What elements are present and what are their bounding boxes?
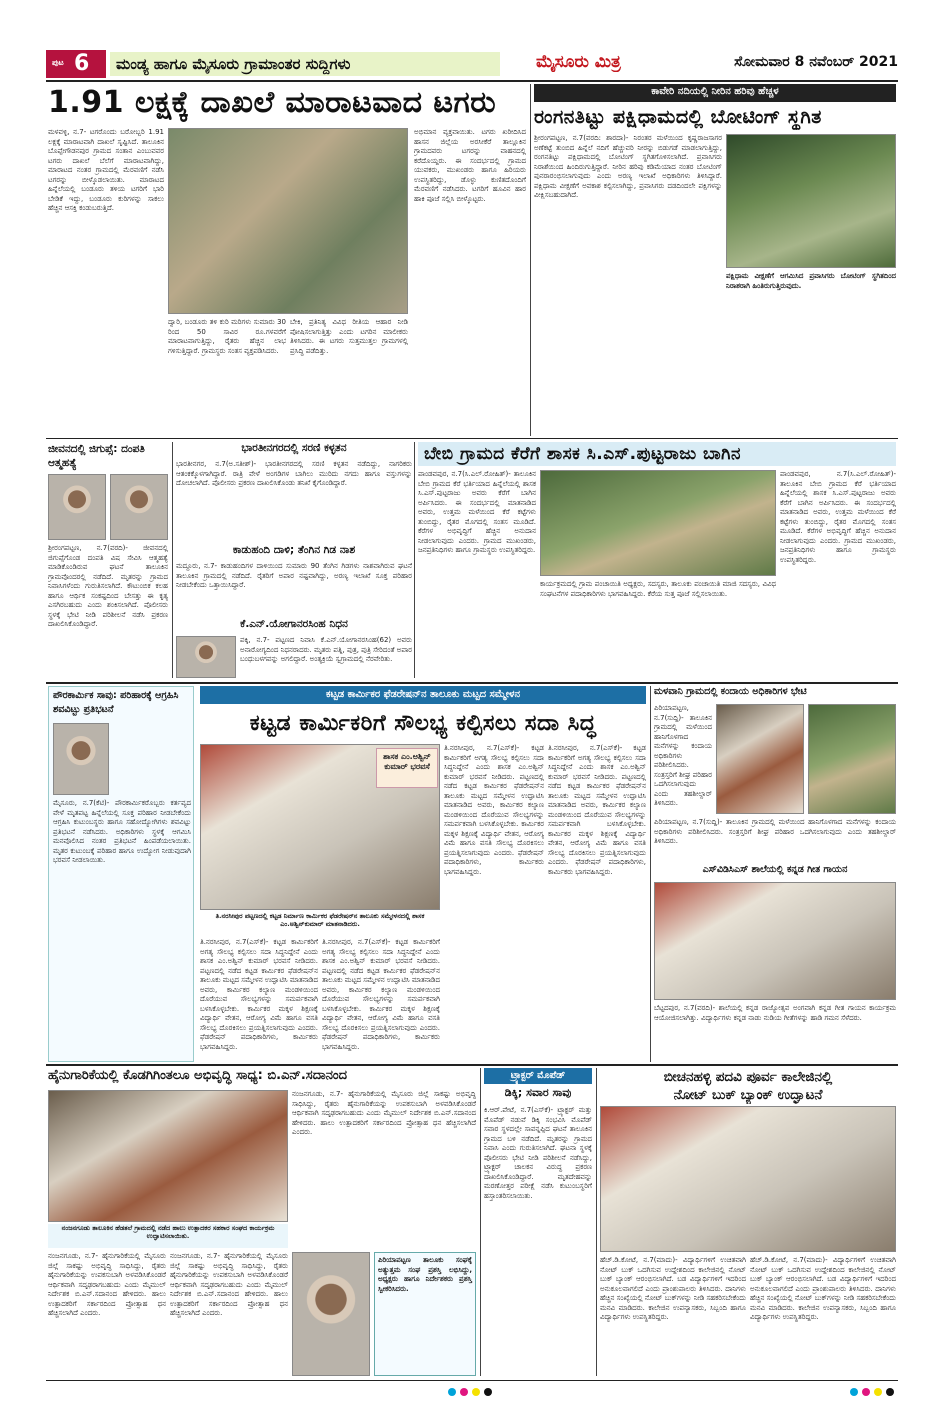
column-rule-6 [596, 1068, 597, 1376]
story7-body-c: ಪಾಂಡವಪುರ, ನ.7(ಸಿ.ಎಲ್.ರೋಹಿತ್)- ತಾಲೂಕಿನ ಬೇಬಿ ಗ್ರಾಮದ ಕೆರೆ ಭರ್ತಿಯಾದ ಹಿನ್ನೆಲೆಯಲ್ಲಿ ಶಾಸಕ ಸಿ.ಎಸ್.ಪುಟ್ಟರಾಜು ಅವರು ಕೆರೆಗೆ ಬಾಗಿನ ಅರ್ಪಿಸಿದರು. ಈ ಸಂದರ್ಭದಲ್ಲಿ ಮಾತನಾಡಿದ ಅವರು, ಉತ್ತಮ ಮಳೆಯಿಂದ ಕೆರೆ ಕಟ್ಟೆಗಳು ತುಂಬಿದ್ದು, ರೈತರ ಮೊಗದಲ್ಲಿ ಸಂತಸ ಮೂಡಿದೆ. ಕೆರೆಗಳ ಅಭಿವೃದ್ಧಿಗೆ ಹೆಚ್ಚಿನ ಅನುದಾನ ನೀಡಲಾಗುವುದು ಎಂದರು. ಗ್ರಾಮದ ಮುಖಂಡರು, ಜನಪ್ರತಿನಿಧಿಗಳು ಹಾಗೂ ಗ್ರಾಮಸ್ಥರು ಉಪಸ್ಥಿತರಿದ್ದರು. [780, 470, 896, 564]
story2-photo [726, 134, 896, 268]
story12-body-b: ನಂಜನಗೂಡು, ನ.7- ಹೈನುಗಾರಿಕೆಯಲ್ಲಿ ಮೈಸೂರು ಜಿಲ್ಲೆ ಸಾಕಷ್ಟು ಅಭಿವೃದ್ಧಿ ಸಾಧಿಸಿದ್ದು, ರೈತರು ಹೈನುಗಾರಿಕೆಯನ್ನು ಉಪಕಸುಬಾಗಿ ಅಳವಡಿಸಿಕೊಂಡರೆ ಆರ್ಥಿಕವಾಗಿ ಸದೃಢರಾಗಬಹುದು ಎಂದು ಮೈಮುಲ್ ನಿರ್ದೇಶಕ ಬಿ.ಎನ್.ಸದಾನಂದ ಹೇಳಿದರು. ಹಾಲು ಉತ್ಪಾದಕರಿಗೆ ಸರ್ಕಾರದಿಂದ ಪ್ರೋತ್ಸಾಹ ಧನ ಹೆಚ್ಚಿಸಲಾಗಿದೆ ಎಂದರು. [170, 1252, 288, 1317]
story2-body: ಶ್ರೀರಂಗಪಟ್ಟಣ, ನ.7(ವರದಿ: ಶಾರದಾ)- ನಿರಂತರ ಮಳೆಯಿಂದ ಕೃಷ್ಣರಾಜಸಾಗರ ಅಣೆಕಟ್ಟೆ ತುಂಬಿದ ಹಿನ್ನೆಲೆ ನದಿಗೆ ಹೆಚ್ಚುವರಿ ನೀರನ್ನು ಬಿಡುಗಡೆ ಮಾಡಲಾಗುತ್ತಿದ್ದು, ರಂಗನತಿಟ್ಟು ಪಕ್ಷಿಧಾಮದಲ್ಲಿ ಬೋಟಿಂಗ್ ಸ್ಥಗಿತಗೊಳಿಸಲಾಗಿದೆ. ಪ್ರವಾಸಿಗರು ನಿರಾಶೆಯಿಂದ ಹಿಂದಿರುಗುತ್ತಿದ್ದಾರೆ. ನೀರಿನ ಹರಿವು ಕಡಿಮೆಯಾದ ನಂತರ ಬೋಟಿಂಗ್ ಪುನರಾರಂಭಿಸಲಾಗುವುದು ಎಂದು ಅರಣ್ಯ ಇಲಾಖೆ ಅಧಿಕಾರಿಗಳು ತಿಳಿಸಿದ್ದಾರೆ. ಪಕ್ಷಿಧಾಮ ವೀಕ್ಷಣೆಗೆ ಅವಕಾಶ ಕಲ್ಪಿಸಲಾಗಿದ್ದು, ಪ್ರವಾಸಿಗರು ದಡದಿಂದಲೇ ಪಕ್ಷಿಗಳನ್ನು ವೀಕ್ಷಿಸಬಹುದಾಗಿದೆ. [534, 134, 722, 199]
story14-headline-line1: ಬೀಚನಹಳ್ಳಿ ಪದವಿ ಪೂರ್ವ ಕಾಲೇಜಿನಲ್ಲಿ [663, 1069, 833, 1085]
story6-photo [176, 636, 236, 678]
registration-mark-cyan-right [850, 1388, 858, 1396]
story14-headline [600, 1068, 896, 1104]
story1-body-d: ಬೇಕಿ, ಪ್ರತಿನಿತ್ಯ ವಿವಿಧ ರೀತಿಯ ಆಹಾರ ನೀಡಿ ಪೋಷಿಸಲಾಗುತ್ತಿತ್ತು ಎಂದು ಟಗರಿನ ಮಾಲೀಕರು ತಿಳಿಸಿದರು. ಈ ಟಗರು ಸುತ್ತಮುತ್ತಲ ಗ್ರಾಮಗಳಲ್ಲಿ ಪ್ರಸಿದ್ಧಿ ಪಡೆದಿತ್ತು. [290, 318, 408, 355]
issue-date: ಸೋಮವಾರ 8 ನವೆಂಬರ್ 2021 [734, 54, 898, 70]
story9-headline: ಕಟ್ಟಡ ಕಾರ್ಮಿಕರಿಗೆ ಸೌಲಭ್ಯ ಕಲ್ಪಿಸಲು ಸದಾ ಸಿದ್ಧ [249, 711, 597, 736]
story6-headline: ಕೆ.ಎನ್.ಯೋಗಾನರಸಿಂಹ ನಿಧನ [240, 618, 348, 630]
story1-headline: 1.91 ಲಕ್ಷಕ್ಕೆ ದಾಖಲೆ ಮಾರಾಟವಾದ ಟಗರು [48, 85, 497, 120]
story8-body: ಮೈಸೂರು, ನ.7(ಕೆಟಿ)- ಪೌರಕಾರ್ಮಿಕರೊಬ್ಬರು ಕರ್ತವ್ಯದ ವೇಳೆ ಮೃತಪಟ್ಟ ಹಿನ್ನೆಲೆಯಲ್ಲಿ ಸೂಕ್ತ ಪರಿಹಾರ ನೀಡಬೇಕೆಂದು ಆಗ್ರಹಿಸಿ ಕುಟುಂಬಸ್ಥರು ಹಾಗೂ ಸಹೋದ್ಯೋಗಿಗಳು ಶವವಿಟ್ಟು ಪ್ರತಿಭಟನೆ ನಡೆಸಿದರು. ಅಧಿಕಾರಿಗಳು ಸ್ಥಳಕ್ಕೆ ಆಗಮಿಸಿ ಮನವೊಲಿಸಿದ ನಂತರ ಪ್ರತಿಭಟನೆ ಹಿಂಪಡೆಯಲಾಯಿತು. ಮೃತರ ಕುಟುಂಬಕ್ಕೆ ಪರಿಹಾರ ಹಾಗೂ ಉದ್ಯೋಗ ನೀಡುವುದಾಗಿ ಭರವಸೆ ನೀಡಲಾಯಿತು. [53, 799, 191, 864]
page-number-box [46, 50, 106, 78]
column-rule-2 [172, 442, 173, 678]
registration-mark-yellow [472, 1388, 480, 1396]
story7-photo [540, 470, 776, 576]
story4-headline: ಭಾರತೀನಗರದಲ್ಲಿ ಸರಣಿ ಕಳ್ಳತನ [241, 442, 347, 454]
story12-box [374, 1252, 476, 1376]
story1-photo [168, 128, 408, 314]
registration-mark-black-right [886, 1388, 894, 1396]
column-rule-4 [650, 686, 651, 1062]
section-rule-3 [46, 1064, 898, 1066]
story9-body-d: ತಿ.ನರಸೀಪುರ, ನ.7(ಎಸ್‌ಕೆ)- ಕಟ್ಟಡ ಕಾರ್ಮಿಕರಿಗೆ ಅಗತ್ಯ ಸೌಲಭ್ಯ ಕಲ್ಪಿಸಲು ಸದಾ ಸಿದ್ಧನಿದ್ದೇನೆ ಎಂದು ಶಾಸಕ ಎಂ.ಅಶ್ವಿನ್ ಕುಮಾರ್ ಭರವಸೆ ನೀಡಿದರು. ಪಟ್ಟಣದಲ್ಲಿ ನಡೆದ ಕಟ್ಟಡ ಕಾರ್ಮಿಕರ ಫೆಡರೇಷನ್‌ನ ತಾಲೂಕು ಮಟ್ಟದ ಸಮ್ಮೇಳನ ಉದ್ಘಾಟಿಸಿ ಮಾತನಾಡಿದ ಅವರು, ಕಾರ್ಮಿಕರ ಕಲ್ಯಾಣ ಮಂಡಳಿಯಿಂದ ದೊರೆಯುವ ಸೌಲಭ್ಯಗಳನ್ನು ಸಮರ್ಪಕವಾಗಿ ಬಳಸಿಕೊಳ್ಳಬೇಕು. ಕಾರ್ಮಿಕರ ಮಕ್ಕಳ ಶಿಕ್ಷಣಕ್ಕೆ ವಿದ್ಯಾರ್ಥಿ ವೇತನ, ಆರೋಗ್ಯ ವಿಮೆ ಹಾಗೂ ವಸತಿ ಸೌಲಭ್ಯ ದೊರಕಿಸಲು ಪ್ರಯತ್ನಿಸಲಾಗುವುದು ಎಂದರು. ಫೆಡರೇಷನ್ ಪದಾಧಿಕಾರಿಗಳು, ಕಾರ್ಮಿಕರು ಭಾಗವಹಿಸಿದ್ದರು. [548, 744, 646, 876]
story3-body: ಶ್ರೀರಂಗಪಟ್ಟಣ, ನ.7(ವರದಿ)- ಜೀವನದಲ್ಲಿ ಜಿಗುಪ್ಸೆಗೊಂಡ ದಂಪತಿ ವಿಷ ಸೇವಿಸಿ ಆತ್ಮಹತ್ಯೆ ಮಾಡಿಕೊಂಡಿರುವ ಘಟನೆ ತಾಲೂಕಿನ ಗ್ರಾಮವೊಂದರಲ್ಲಿ ನಡೆದಿದೆ. ಮೃತರನ್ನು ಗ್ರಾಮದ ನಿವಾಸಿಗಳೆಂದು ಗುರುತಿಸಲಾಗಿದೆ. ಕೌಟುಂಬಿಕ ಕಲಹ ಹಾಗೂ ಆರ್ಥಿಕ ಸಂಕಷ್ಟದಿಂದ ಬೇಸತ್ತು ಈ ಕೃತ್ಯ ಎಸಗಿರಬಹುದು ಎಂದು ಶಂಕಿಸಲಾಗಿದೆ. ಪೊಲೀಸರು ಸ್ಥಳಕ್ಕೆ ಭೇಟಿ ನೀಡಿ ಪರಿಶೀಲನೆ ನಡೆಸಿ ಪ್ರಕರಣ ದಾಖಲಿಸಿಕೊಂಡಿದ್ದಾರೆ. [48, 544, 168, 628]
section-rule-2 [46, 682, 898, 684]
story1-body-a: ಮಳವಳ್ಳಿ, ನ.7- ಟಗರೊಂದು ಬರೋಬ್ಬರಿ 1.91 ಲಕ್ಷಕ್ಕೆ ಮಾರಾಟವಾಗಿ ದಾಖಲೆ ಸೃಷ್ಟಿಸಿದೆ. ತಾಲೂಕಿನ ಬೊಪ್ಪೇಗೌಡನಪುರ ಗ್ರಾಮದ ಸಂತಾನ ಎಂಬುವವರ ಟಗರು ದಾಖಲೆ ಬೆಲೆಗೆ ಮಾರಾಟವಾಗಿದ್ದು, ಮಾರಾಟದ ನಂತರ ಗ್ರಾಮದಲ್ಲಿ ಮೆರವಣಿಗೆ ನಡೆಸಿ ಟಗರನ್ನು ಬೀಳ್ಕೊಡಲಾಯಿತು. ಮಾರಾಟದ ಹಿನ್ನೆಲೆಯಲ್ಲಿ ಬಂಡೂರು ತಳಿಯ ಟಗರಿಗೆ ಭಾರಿ ಬೇಡಿಕೆ ಇದ್ದು, ಬಂಡೂರು ಕುರಿಗಳನ್ನು ಸಾಕಲು ಹೆಚ್ಚಿನ ಆಸಕ್ತಿ ಕಂಡುಬರುತ್ತಿದೆ. [48, 128, 164, 212]
story9-body-b: ತಿ.ನರಸೀಪುರ, ನ.7(ಎಸ್‌ಕೆ)- ಕಟ್ಟಡ ಕಾರ್ಮಿಕರಿಗೆ ಅಗತ್ಯ ಸೌಲಭ್ಯ ಕಲ್ಪಿಸಲು ಸದಾ ಸಿದ್ಧನಿದ್ದೇನೆ ಎಂದು ಶಾಸಕ ಎಂ.ಅಶ್ವಿನ್ ಕುಮಾರ್ ಭರವಸೆ ನೀಡಿದರು. ಪಟ್ಟಣದಲ್ಲಿ ನಡೆದ ಕಟ್ಟಡ ಕಾರ್ಮಿಕರ ಫೆಡರೇಷನ್‌ನ ತಾಲೂಕು ಮಟ್ಟದ ಸಮ್ಮೇಳನ ಉದ್ಘಾಟಿಸಿ ಮಾತನಾಡಿದ ಅವರು, ಕಾರ್ಮಿಕರ ಕಲ್ಯಾಣ ಮಂಡಳಿಯಿಂದ ದೊರೆಯುವ ಸೌಲಭ್ಯಗಳನ್ನು ಸಮರ್ಪಕವಾಗಿ ಬಳಸಿಕೊಳ್ಳಬೇಕು. ಕಾರ್ಮಿಕರ ಮಕ್ಕಳ ಶಿಕ್ಷಣಕ್ಕೆ ವಿದ್ಯಾರ್ಥಿ ವೇತನ, ಆರೋಗ್ಯ ವಿಮೆ ಹಾಗೂ ವಸತಿ ಸೌಲಭ್ಯ ದೊರಕಿಸಲು ಪ್ರಯತ್ನಿಸಲಾಗುವುದು ಎಂದರು. ಫೆಡರೇಷನ್ ಪದಾಧಿಕಾರಿಗಳು, ಕಾರ್ಮಿಕರು ಭಾಗವಹಿಸಿದ್ದರು. [322, 938, 440, 1051]
registration-mark-magenta-right [862, 1388, 870, 1396]
page-number: 6 [74, 51, 90, 76]
story9-body-c: ತಿ.ನರಸೀಪುರ, ನ.7(ಎಸ್‌ಕೆ)- ಕಟ್ಟಡ ಕಾರ್ಮಿಕರಿಗೆ ಅಗತ್ಯ ಸೌಲಭ್ಯ ಕಲ್ಪಿಸಲು ಸದಾ ಸಿದ್ಧನಿದ್ದೇನೆ ಎಂದು ಶಾಸಕ ಎಂ.ಅಶ್ವಿನ್ ಕುಮಾರ್ ಭರವಸೆ ನೀಡಿದರು. ಪಟ್ಟಣದಲ್ಲಿ ನಡೆದ ಕಟ್ಟಡ ಕಾರ್ಮಿಕರ ಫೆಡರೇಷನ್‌ನ ತಾಲೂಕು ಮಟ್ಟದ ಸಮ್ಮೇಳನ ಉದ್ಘಾಟಿಸಿ ಮಾತನಾಡಿದ ಅವರು, ಕಾರ್ಮಿಕರ ಕಲ್ಯಾಣ ಮಂಡಳಿಯಿಂದ ದೊರೆಯುವ ಸೌಲಭ್ಯಗಳನ್ನು ಸಮರ್ಪಕವಾಗಿ ಬಳಸಿಕೊಳ್ಳಬೇಕು. ಕಾರ್ಮಿಕರ ಮಕ್ಕಳ ಶಿಕ್ಷಣಕ್ಕೆ ವಿದ್ಯಾರ್ಥಿ ವೇತನ, ಆರೋಗ್ಯ ವಿಮೆ ಹಾಗೂ ವಸತಿ ಸೌಲಭ್ಯ ದೊರಕಿಸಲು ಪ್ರಯತ್ನಿಸಲಾಗುವುದು ಎಂದರು. ಫೆಡರೇಷನ್ ಪದಾಧಿಕಾರಿಗಳು, ಕಾರ್ಮಿಕರು ಭಾಗವಹಿಸಿದ್ದರು. [444, 744, 544, 876]
story6-body: ಪಕ್ಕಿ, ನ.7- ಪಟ್ಟಣದ ನಿವಾಸಿ ಕೆ.ಎನ್.ಯೋಗಾನರಸಿಂಹ(62) ಅವರು ಅನಾರೋಗ್ಯದಿಂದ ನಿಧನರಾದರು. ಮೃತರು ಪತ್ನಿ, ಪುತ್ರ, ಪುತ್ರಿ ಸೇರಿದಂತೆ ಅಪಾರ ಬಂಧುಬಳಗವನ್ನು ಅಗಲಿದ್ದಾರೆ. ಅಂತ್ಯಕ್ರಿಯೆ ಸ್ವಗ್ರಾಮದಲ್ಲಿ ನೆರವೇರಿತು. [240, 636, 412, 663]
column-rule-3 [414, 442, 415, 678]
story2-kicker: ಕಾವೇರಿ ನದಿಯಲ್ಲಿ ನೀರಿನ ಹರಿವು ಹೆಚ್ಚಳ [534, 84, 896, 102]
story14-headline-line2: ನೋಟ್ ಬುಕ್ ಬ್ಯಾಂಕ್ ಉದ್ಘಾಟನೆ [673, 1087, 823, 1103]
story7-body: ಪಾಂಡವಪುರ, ನ.7(ಸಿ.ಎಲ್.ರೋಹಿತ್)- ತಾಲೂಕಿನ ಬೇಬಿ ಗ್ರಾಮದ ಕೆರೆ ಭರ್ತಿಯಾದ ಹಿನ್ನೆಲೆಯಲ್ಲಿ ಶಾಸಕ ಸಿ.ಎಸ್.ಪುಟ್ಟರಾಜು ಅವರು ಕೆರೆಗೆ ಬಾಗಿನ ಅರ್ಪಿಸಿದರು. ಈ ಸಂದರ್ಭದಲ್ಲಿ ಮಾತನಾಡಿದ ಅವರು, ಉತ್ತಮ ಮಳೆಯಿಂದ ಕೆರೆ ಕಟ್ಟೆಗಳು ತುಂಬಿದ್ದು, ರೈತರ ಮೊಗದಲ್ಲಿ ಸಂತಸ ಮೂಡಿದೆ. ಕೆರೆಗಳ ಅಭಿವೃದ್ಧಿಗೆ ಹೆಚ್ಚಿನ ಅನುದಾನ ನೀಡಲಾಗುವುದು ಎಂದರು. ಗ್ರಾಮದ ಮುಖಂಡರು, ಜನಪ್ರತಿನಿಧಿಗಳು ಹಾಗೂ ಗ್ರಾಮಸ್ಥರು ಉಪಸ್ಥಿತರಿದ್ದರು. [418, 470, 536, 554]
story8-photo [53, 723, 109, 795]
story10-headline: ಮಳವಾನಿ ಗ್ರಾಮದಲ್ಲಿ ಕಂದಾಯ ಅಧಿಕಾರಿಗಳ ಭೇಟಿ [654, 686, 807, 697]
story12-body-c: ನಂಜನಗೂಡು, ನ.7- ಹೈನುಗಾರಿಕೆಯಲ್ಲಿ ಮೈಸೂರು ಜಿಲ್ಲೆ ಸಾಕಷ್ಟು ಅಭಿವೃದ್ಧಿ ಸಾಧಿಸಿದ್ದು, ರೈತರು ಹೈನುಗಾರಿಕೆಯನ್ನು ಉಪಕಸುಬಾಗಿ ಅಳವಡಿಸಿಕೊಂಡರೆ ಆರ್ಥಿಕವಾಗಿ ಸದೃಢರಾಗಬಹುದು ಎಂದು ಮೈಮುಲ್ ನಿರ್ದೇಶಕ ಬಿ.ಎನ್.ಸದಾನಂದ ಹೇಳಿದರು. ಹಾಲು ಉತ್ಪಾದಕರಿಗೆ ಸರ್ಕಾರದಿಂದ ಪ್ರೋತ್ಸಾಹ ಧನ ಹೆಚ್ಚಿಸಲಾಗಿದೆ ಎಂದರು. [292, 1090, 476, 1136]
story2-headline: ರಂಗನತಿಟ್ಟು ಪಕ್ಷಿಧಾಮದಲ್ಲಿ ಬೋಟಿಂಗ್ ಸ್ಥಗಿತ [534, 106, 822, 128]
page-label: ಪುಟ [52, 58, 64, 67]
story9-body-a: ತಿ.ನರಸೀಪುರ, ನ.7(ಎಸ್‌ಕೆ)- ಕಟ್ಟಡ ಕಾರ್ಮಿಕರಿಗೆ ಅಗತ್ಯ ಸೌಲಭ್ಯ ಕಲ್ಪಿಸಲು ಸದಾ ಸಿದ್ಧನಿದ್ದೇನೆ ಎಂದು ಶಾಸಕ ಎಂ.ಅಶ್ವಿನ್ ಕುಮಾರ್ ಭರವಸೆ ನೀಡಿದರು. ಪಟ್ಟಣದಲ್ಲಿ ನಡೆದ ಕಟ್ಟಡ ಕಾರ್ಮಿಕರ ಫೆಡರೇಷನ್‌ನ ತಾಲೂಕು ಮಟ್ಟದ ಸಮ್ಮೇಳನ ಉದ್ಘಾಟಿಸಿ ಮಾತನಾಡಿದ ಅವರು, ಕಾರ್ಮಿಕರ ಕಲ್ಯಾಣ ಮಂಡಳಿಯಿಂದ ದೊರೆಯುವ ಸೌಲಭ್ಯಗಳನ್ನು ಸಮರ್ಪಕವಾಗಿ ಬಳಸಿಕೊಳ್ಳಬೇಕು. ಕಾರ್ಮಿಕರ ಮಕ್ಕಳ ಶಿಕ್ಷಣಕ್ಕೆ ವಿದ್ಯಾರ್ಥಿ ವೇತನ, ಆರೋಗ್ಯ ವಿಮೆ ಹಾಗೂ ವಸತಿ ಸೌಲಭ್ಯ ದೊರಕಿಸಲು ಪ್ರಯತ್ನಿಸಲಾಗುವುದು ಎಂದರು. ಫೆಡರೇಷನ್ ಪದಾಧಿಕಾರಿಗಳು, ಕಾರ್ಮಿಕರು ಭಾಗವಹಿಸಿದ್ದರು. [200, 938, 318, 1051]
registration-mark-cyan [448, 1388, 456, 1396]
registration-mark-magenta [460, 1388, 468, 1396]
story9-kicker: ಕಟ್ಟಡ ಕಾರ್ಮಿಕರ ಫೆಡರೇಷನ್‌ನ ತಾಲೂಕು ಮಟ್ಟದ ಸಮ್ಮೇಳನ [200, 686, 646, 704]
section-title: ಮಂಡ್ಯ ಹಾಗೂ ಮೈಸೂರು ಗ್ರಾಮಾಂತರ ಸುದ್ದಿಗಳು [110, 52, 500, 76]
story9-caption: ತಿ.ನರಸೀಪುರ ಪಟ್ಟಣದಲ್ಲಿ ಕಟ್ಟಡ ನಿರ್ಮಾಣ ಕಾರ್ಮಿಕರ ಫೆಡರೇಷನ್‌ನ ತಾಲೂಕು ಸಮ್ಮೇಳನದಲ್ಲಿ ಶಾಸಕ ಎಂ.ಅಶ್ವಿನ್‌ಕುಮಾರ್ ಮಾತನಾಡಿದರು. [215, 912, 425, 928]
column-rule-5 [480, 1068, 481, 1376]
story3-photo-right [110, 474, 168, 540]
story13-body: ಕಿ.ಆರ್.ಪೇಟೆ, ನ.7(ಎಸ್‌ಕೆ)- ಟ್ರ್ಯಾಕ್ಟರ್ ಮತ್ತು ಮೊಪೆಡ್ ನಡುವೆ ಡಿಕ್ಕಿ ಸಂಭವಿಸಿ ಮೊಪೆಡ್ ಸವಾರ ಸ್ಥಳದಲ್ಲೇ ಸಾವನ್ನಪ್ಪಿದ ಘಟನೆ ತಾಲೂಕಿನ ಗ್ರಾಮದ ಬಳಿ ನಡೆದಿದೆ. ಮೃತರನ್ನು ಗ್ರಾಮದ ನಿವಾಸಿ ಎಂದು ಗುರುತಿಸಲಾಗಿದೆ. ಘಟನಾ ಸ್ಥಳಕ್ಕೆ ಪೊಲೀಸರು ಭೇಟಿ ನೀಡಿ ಪರಿಶೀಲನೆ ನಡೆಸಿದ್ದು, ಟ್ರ್ಯಾಕ್ಟರ್ ಚಾಲಕನ ವಿರುದ್ಧ ಪ್ರಕರಣ ದಾಖಲಿಸಿಕೊಂಡಿದ್ದಾರೆ. ಮೃತದೇಹವನ್ನು ಮರಣೋತ್ತರ ಪರೀಕ್ಷೆ ನಡೆಸಿ ಕುಟುಂಬಸ್ಥರಿಗೆ ಹಸ್ತಾಂತರಿಸಲಾಯಿತು. [484, 1106, 592, 1200]
story12-caption: ನಂಜನಗೂಡು ತಾಲೂಕಿನ ಹೆಡತಲೆ ಗ್ರಾಮದಲ್ಲಿ ನಡೆದ ಹಾಲು ಉತ್ಪಾದಕರ ಸಹಕಾರ ಸಂಘದ ಕಾರ್ಯಕ್ರಮ ಉದ್ಘಾಟಿಸಲಾಯಿತು. [48, 1224, 288, 1248]
story12-photo [48, 1090, 288, 1222]
story12-body: ನಂಜನಗೂಡು, ನ.7- ಹೈನುಗಾರಿಕೆಯಲ್ಲಿ ಮೈಸೂರು ಜಿಲ್ಲೆ ಸಾಕಷ್ಟು ಅಭಿವೃದ್ಧಿ ಸಾಧಿಸಿದ್ದು, ರೈತರು ಹೈನುಗಾರಿಕೆಯನ್ನು ಉಪಕಸುಬಾಗಿ ಅಳವಡಿಸಿಕೊಂಡರೆ ಆರ್ಥಿಕವಾಗಿ ಸದೃಢರಾಗಬಹುದು ಎಂದು ಮೈಮುಲ್ ನಿರ್ದೇಶಕ ಬಿ.ಎನ್.ಸದಾನಂದ ಹೇಳಿದರು. ಹಾಲು ಉತ್ಪಾದಕರಿಗೆ ಸರ್ಕಾರದಿಂದ ಪ್ರೋತ್ಸಾಹ ಧನ ಹೆಚ್ಚಿಸಲಾಗಿದೆ ಎಂದರು. [48, 1252, 166, 1317]
story7-headline: ಬೇಬಿ ಗ್ರಾಮದ ಕೆರೆಗೆ ಶಾಸಕ ಸಿ.ಎಸ್.ಪುಟ್ಟರಾಜು ಬಾಗಿನ [418, 442, 896, 466]
story3-headline: ಜೀವನದಲ್ಲಿ ಜಿಗುಪ್ಸೆ: ದಂಪತಿ ಆತ್ಮಹತ್ಯೆ [48, 443, 145, 469]
story5-body: ಮದ್ದೂರು, ನ.7- ಕಾಡುಹಂದಿಗಳ ದಾಳಿಯಿಂದ ಸುಮಾರು 90 ತೆಂಗಿನ ಗಿಡಗಳು ನಾಶವಾಗಿರುವ ಘಟನೆ ತಾಲೂಕಿನ ಗ್ರಾಮದಲ್ಲಿ ನಡೆದಿದೆ. ರೈತರಿಗೆ ಅಪಾರ ನಷ್ಟವಾಗಿದ್ದು, ಅರಣ್ಯ ಇಲಾಖೆ ಸೂಕ್ತ ಪರಿಹಾರ ನೀಡಬೇಕೆಂದು ಒತ್ತಾಯಿಸಿದ್ದಾರೆ. [176, 562, 412, 589]
section-rule-1 [46, 438, 898, 439]
story1-body-c: ದ್ವಾರಿ, ಬಂಡೂರು ತಳಿ ಕುರಿ ಮರಿಗಳು ಸುಮಾರು 30 ರಿಂದ 50 ಸಾವಿರ ರೂ.ಗಳವರೆಗೆ ಮಾರಾಟವಾಗುತ್ತಿದ್ದು, ರೈತರು ಹೆಚ್ಚಿನ ಲಾಭ ಗಳಿಸುತ್ತಿದ್ದಾರೆ. ಗ್ರಾಮಸ್ಥರು ಸಂತಸ ವ್ಯಕ್ತಪಡಿಸಿದರು. [168, 318, 286, 355]
story10-photo-right [808, 704, 896, 814]
story12-headline: ಹೈನುಗಾರಿಕೆಯಲ್ಲಿ ಕೊಡಗಿಗಿಂತಲೂ ಅಭಿವೃದ್ಧಿ ಸಾಧ್ಯ: ಬಿ.ಎನ್.ಸದಾನಂದ [48, 1068, 348, 1083]
story13-headline: ಡಿಕ್ಕಿ; ಸವಾರ ಸಾವು [504, 1086, 572, 1099]
story4-body: ಭಾರತೀನಗರ, ನ.7(ಅ.ಸತೀಶ್)- ಭಾರತೀನಗರದಲ್ಲಿ ಸರಣಿ ಕಳ್ಳತನ ನಡೆದಿದ್ದು, ನಾಗರಿಕರು ಆತಂಕಕ್ಕೊಳಗಾಗಿದ್ದಾರೆ. ರಾತ್ರಿ ವೇಳೆ ಅಂಗಡಿಗಳ ಬಾಗಿಲು ಮುರಿದು ನಗದು ಹಾಗೂ ವಸ್ತುಗಳನ್ನು ದೋಚಲಾಗಿದೆ. ಪೊಲೀಸರು ಪ್ರಕರಣ ದಾಖಲಿಸಿಕೊಂಡು ತನಿಖೆ ಕೈಗೊಂಡಿದ್ದಾರೆ. [176, 460, 412, 487]
story14-body: ಹೆಚ್.ಡಿ.ಕೋಟೆ, ನ.7(ಮಾದು)- ವಿದ್ಯಾರ್ಥಿಗಳಿಗೆ ಉಚಿತವಾಗಿ ನೋಟ್ ಬುಕ್ ಒದಗಿಸುವ ಉದ್ದೇಶದಿಂದ ಕಾಲೇಜಿನಲ್ಲಿ ನೋಟ್ ಬುಕ್ ಬ್ಯಾಂಕ್ ಆರಂಭಿಸಲಾಗಿದೆ. ಬಡ ವಿದ್ಯಾರ್ಥಿಗಳಿಗೆ ಇದರಿಂದ ಅನುಕೂಲವಾಗಲಿದೆ ಎಂದು ಪ್ರಾಂಶುಪಾಲರು ತಿಳಿಸಿದರು. ದಾನಿಗಳು ಹೆಚ್ಚಿನ ಸಂಖ್ಯೆಯಲ್ಲಿ ನೋಟ್ ಬುಕ್‌ಗಳನ್ನು ನೀಡಿ ಸಹಕರಿಸಬೇಕೆಂದು ಮನವಿ ಮಾಡಿದರು. ಕಾಲೇಜಿನ ಉಪನ್ಯಾಸಕರು, ಸಿಬ್ಬಂದಿ ಹಾಗೂ ವಿದ್ಯಾರ್ಥಿಗಳು ಉಪಸ್ಥಿತರಿದ್ದರು. [600, 1256, 746, 1321]
header-rule [46, 80, 898, 82]
story12-photo-award [292, 1252, 370, 1376]
column-rule-1 [530, 84, 531, 436]
story10-body-b: ಪಿರಿಯಾಪಟ್ಟಣ, ನ.7(ಸುದ್ದಿ)- ತಾಲೂಕಿನ ಗ್ರಾಮದಲ್ಲಿ ಮಳೆಯಿಂದ ಹಾನಿಗೊಳಗಾದ ಮನೆಗಳನ್ನು ಕಂದಾಯ ಅಧಿಕಾರಿಗಳು ಪರಿಶೀಲಿಸಿದರು. ಸಂತ್ರಸ್ತರಿಗೆ ಶೀಘ್ರ ಪರಿಹಾರ ಒದಗಿಸಲಾಗುವುದು ಎಂದು ತಹಶೀಲ್ದಾರ್ ತಿಳಿಸಿದರು. [654, 818, 896, 845]
story5-headline: ಕಾಡುಹಂದಿ ದಾಳಿ; ತೆಂಗಿನ ಗಿಡ ನಾಶ [232, 544, 356, 556]
story8-headline: ಪೌರಕಾರ್ಮಿಕ ಸಾವು: ಪರಿಹಾರಕ್ಕೆ ಆಗ್ರಹಿಸಿ ಶವವಿಟ್ಟು ಪ್ರತಿಭಟನೆ [53, 690, 179, 715]
story7-body-b: ಕಾರ್ಯಕ್ರಮದಲ್ಲಿ ಗ್ರಾಮ ಪಂಚಾಯಿತಿ ಅಧ್ಯಕ್ಷರು, ಸದಸ್ಯರು, ತಾಲೂಕು ಪಂಚಾಯಿತಿ ಮಾಜಿ ಸದಸ್ಯರು, ವಿವಿಧ ಸಂಘಟನೆಗಳ ಪದಾಧಿಕಾರಿಗಳು ಭಾಗವಹಿಸಿದ್ದರು. ಕೆರೆಯ ಸುತ್ತ ಪೂಜೆ ಸಲ್ಲಿಸಲಾಯಿತು. [540, 580, 776, 598]
story11-photo [654, 882, 896, 1000]
story10-body: ಪಿರಿಯಾಪಟ್ಟಣ, ನ.7(ಸುದ್ದಿ)- ತಾಲೂಕಿನ ಗ್ರಾಮದಲ್ಲಿ ಮಳೆಯಿಂದ ಹಾನಿಗೊಳಗಾದ ಮನೆಗಳನ್ನು ಕಂದಾಯ ಅಧಿಕಾರಿಗಳು ಪರಿಶೀಲಿಸಿದರು. ಸಂತ್ರಸ್ತರಿಗೆ ಶೀಘ್ರ ಪರಿಹಾರ ಒದಗಿಸಲಾಗುವುದು ಎಂದು ತಹಶೀಲ್ದಾರ್ ತಿಳಿಸಿದರು. [654, 704, 712, 807]
story9-quote-box [376, 748, 438, 788]
story13-kicker: ಟ್ರ್ಯಾಕ್ಟರ್ ಮೊಪೆಡ್ [484, 1068, 592, 1084]
story14-body-b: ಹೆಚ್.ಡಿ.ಕೋಟೆ, ನ.7(ಮಾದು)- ವಿದ್ಯಾರ್ಥಿಗಳಿಗೆ ಉಚಿತವಾಗಿ ನೋಟ್ ಬುಕ್ ಒದಗಿಸುವ ಉದ್ದೇಶದಿಂದ ಕಾಲೇಜಿನಲ್ಲಿ ನೋಟ್ ಬುಕ್ ಬ್ಯಾಂಕ್ ಆರಂಭಿಸಲಾಗಿದೆ. ಬಡ ವಿದ್ಯಾರ್ಥಿಗಳಿಗೆ ಇದರಿಂದ ಅನುಕೂಲವಾಗಲಿದೆ ಎಂದು ಪ್ರಾಂಶುಪಾಲರು ತಿಳಿಸಿದರು. ದಾನಿಗಳು ಹೆಚ್ಚಿನ ಸಂಖ್ಯೆಯಲ್ಲಿ ನೋಟ್ ಬುಕ್‌ಗಳನ್ನು ನೀಡಿ ಸಹಕರಿಸಬೇಕೆಂದು ಮನವಿ ಮಾಡಿದರು. ಕಾಲೇಜಿನ ಉಪನ್ಯಾಸಕರು, ಸಿಬ್ಬಂದಿ ಹಾಗೂ ವಿದ್ಯಾರ್ಥಿಗಳು ಉಪಸ್ಥಿತರಿದ್ದರು. [750, 1256, 896, 1321]
story1-body-b: ಅಭಿಮಾನ ವ್ಯಕ್ತವಾಯಿತು. ಟಗರು ಖರೀದಿಸಿದ ಹಾಸನ ಜಿಲ್ಲೆಯ ಅರಸೀಕೆರೆ ತಾಲ್ಲೂಕಿನ ಗ್ರಾಮದವರು ಟಗರನ್ನು ವಾಹನದಲ್ಲಿ ಕರೆದೊಯ್ದರು. ಈ ಸಂದರ್ಭದಲ್ಲಿ ಗ್ರಾಮದ ಯುವಕರು, ಮುಖಂಡರು ಹಾಗೂ ಹಿರಿಯರು ಉಪಸ್ಥಿತರಿದ್ದು, ಡೊಳ್ಳು ಕುಣಿತದೊಂದಿಗೆ ಮೆರವಣಿಗೆ ನಡೆಸಿದರು. ಟಗರಿಗೆ ಹೂವಿನ ಹಾರ ಹಾಕಿ ಪೂಜೆ ಸಲ್ಲಿಸಿ ಬೀಳ್ಕೊಟ್ಟರು. [414, 128, 526, 203]
story8-box [48, 686, 194, 1062]
story9-quote-by: ಶಾಸಕ ಎಂ.ಅಶ್ವಿನ್ ಕುಮಾರ್ ಭರವಸೆ [383, 752, 431, 771]
registration-mark-yellow-right [874, 1388, 882, 1396]
story11-headline: ಎಸ್‌ವಿಡಿಸಿಎಸ್ ಶಾಲೆಯಲ್ಲಿ ಕನ್ನಡ ಗೀತ ಗಾಯನ [702, 864, 848, 875]
story11-body: ಬೆಟ್ಟದಪುರ, ನ.7(ವರದಿ)- ಶಾಲೆಯಲ್ಲಿ ಕನ್ನಡ ರಾಜ್ಯೋತ್ಸವ ಅಂಗವಾಗಿ ಕನ್ನಡ ಗೀತ ಗಾಯನ ಕಾರ್ಯಕ್ರಮ ಆಯೋಜಿಸಲಾಗಿತ್ತು. ವಿದ್ಯಾರ್ಥಿಗಳು ಕನ್ನಡ ನಾಡು ನುಡಿಯ ಗೀತೆಗಳನ್ನು ಹಾಡಿ ಗಮನ ಸೆಳೆದರು. [654, 1004, 896, 1022]
story3-photo-left [48, 474, 106, 540]
footer-rule [46, 1380, 898, 1381]
page-header [46, 50, 898, 78]
story14-photo [600, 1106, 896, 1252]
story12-box-text: ಪಿರಿಯಾಪಟ್ಟಣ ತಾಲೂಕು ಸಂಘಕ್ಕೆ ಅತ್ಯುತ್ತಮ ಸಂಘ ಪ್ರಶಸ್ತಿ ಲಭಿಸಿದ್ದು, ಅಧ್ಯಕ್ಷರು ಹಾಗೂ ನಿರ್ದೇಶಕರು ಪ್ರಶಸ್ತಿ ಸ್ವೀಕರಿಸಿದರು. [378, 1256, 472, 1293]
story10-photo-left [716, 704, 804, 814]
masthead: ಮೈಸೂರು ಮಿತ್ರ [536, 52, 621, 72]
story2-caption: ಪಕ್ಷಿಧಾಮ ವೀಕ್ಷಣೆಗೆ ಆಗಮಿಸಿದ ಪ್ರವಾಸಿಗರು ಬೋಟಿಂಗ್ ಸ್ಥಗಿತದಿಂದ ನಿರಾಶರಾಗಿ ಹಿಂತಿರುಗುತ್ತಿರುವುದು. [726, 272, 896, 290]
registration-mark-black [484, 1388, 492, 1396]
